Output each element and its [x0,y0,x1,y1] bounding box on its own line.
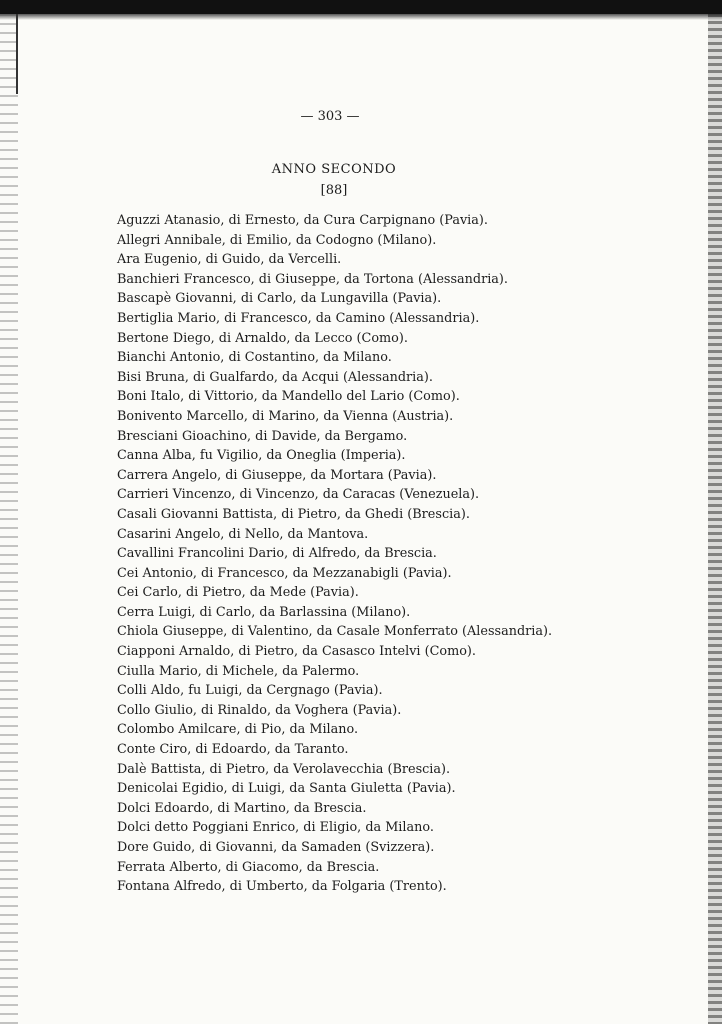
list-item: Ara Eugenio, di Guido, da Vercelli. [117,252,342,268]
list-item: Cei Antonio, di Francesco, da Mezzanabigli (Pavia). [117,565,452,581]
list-item: Dore Guido, di Giovanni, da Samaden (Svizzera). [117,840,435,855]
list-item: Cavallini Francolini Dario, di Alfredo, da Brescia. [117,546,437,562]
list-item: Cerra Luigi, di Carlo, da Barlassina (Milano). [117,604,411,620]
list-item: Fontana Alfredo, di Umberto, da Folgaria (Trento). [117,879,447,895]
list-item: Bertone Diego, di Arnaldo, da Lecco (Como). [117,330,408,346]
list-item: Denicolai Egidio, di Luigi, da Santa Giuletta (Pavia). [117,781,456,797]
list-item: Bianchi Antonio, di Costantino, da Milano. [117,350,392,366]
scan-top-border [0,0,722,14]
list-item: Ciapponi Arnaldo, di Pietro, da Casasco Intelvi (Como). [117,644,476,660]
list-item: Collo Giulio, di Rinaldo, da Voghera (Pavia). [117,702,402,718]
list-item: Ciulla Mario, di Michele, da Palermo. [117,663,360,679]
scan-top-shadow [0,14,722,20]
student-list [117,211,552,897]
list-item: Bascapè Giovanni, di Carlo, da Lungavilla (Pavia). [117,291,442,307]
page-number: — 303 — [300,109,360,124]
list-item: Bresciani Gioachino, di Davide, da Bergamo. [117,428,408,444]
list-item: Casali Giovanni Battista, di Pietro, da Ghedi (Brescia). [117,506,470,522]
list-item: Colombo Amilcare, di Pio, da Milano. [117,722,359,738]
list-item: Boni Italo, di Vittorio, da Mandello del Lario (Como). [117,389,460,405]
list-item: Colli Aldo, fu Luigi, da Cergnago (Pavia). [117,683,383,699]
list-item: Cei Carlo, di Pietro, da Mede (Pavia). [117,585,359,601]
list-item: Dolci Edoardo, di Martino, da Brescia. [117,800,367,816]
list-item: Banchieri Francesco, di Giuseppe, da Tortona (Alessandria). [117,271,508,287]
list-item: Bisi Bruna, di Gualfardo, da Acqui (Alessandria). [117,369,433,385]
list-item: Bonivento Marcello, di Marino, da Vienna (Austria). [117,408,454,424]
list-item: Dolci detto Poggiani Enrico, di Eligio, da Milano. [117,820,434,836]
list-item: Canna Alba, fu Vigilio, da Oneglia (Imperia). [117,448,406,464]
list-item: Bertiglia Mario, di Francesco, da Camino (Alessandria). [117,310,480,326]
list-item: Allegri Annibale, di Emilio, da Codogno (Milano). [117,232,437,248]
list-item: Ferrata Alberto, di Giacomo, da Brescia. [117,859,380,875]
scan-left-mark [16,14,18,94]
list-item: Carrieri Vincenzo, di Vincenzo, da Caracas (Venezuela). [117,487,480,503]
list-item: Chiola Giuseppe, di Valentino, da Casale Monferrato (Alessandria). [117,624,553,640]
list-item: Carrera Angelo, di Giuseppe, da Mortara (Pavia). [117,467,437,483]
section-title: ANNO SECONDO [271,162,397,177]
list-item: Dalè Battista, di Pietro, da Verolavecchia (Brescia). [117,761,451,777]
section-number: [88] [320,183,348,198]
scan-right-edge [708,14,722,1024]
list-item: Casarini Angelo, di Nello, da Mantova. [117,526,369,542]
list-item: Conte Ciro, di Edoardo, da Taranto. [117,742,349,758]
list-item: Aguzzi Atanasio, di Ernesto, da Cura Carpignano (Pavia). [117,213,488,228]
